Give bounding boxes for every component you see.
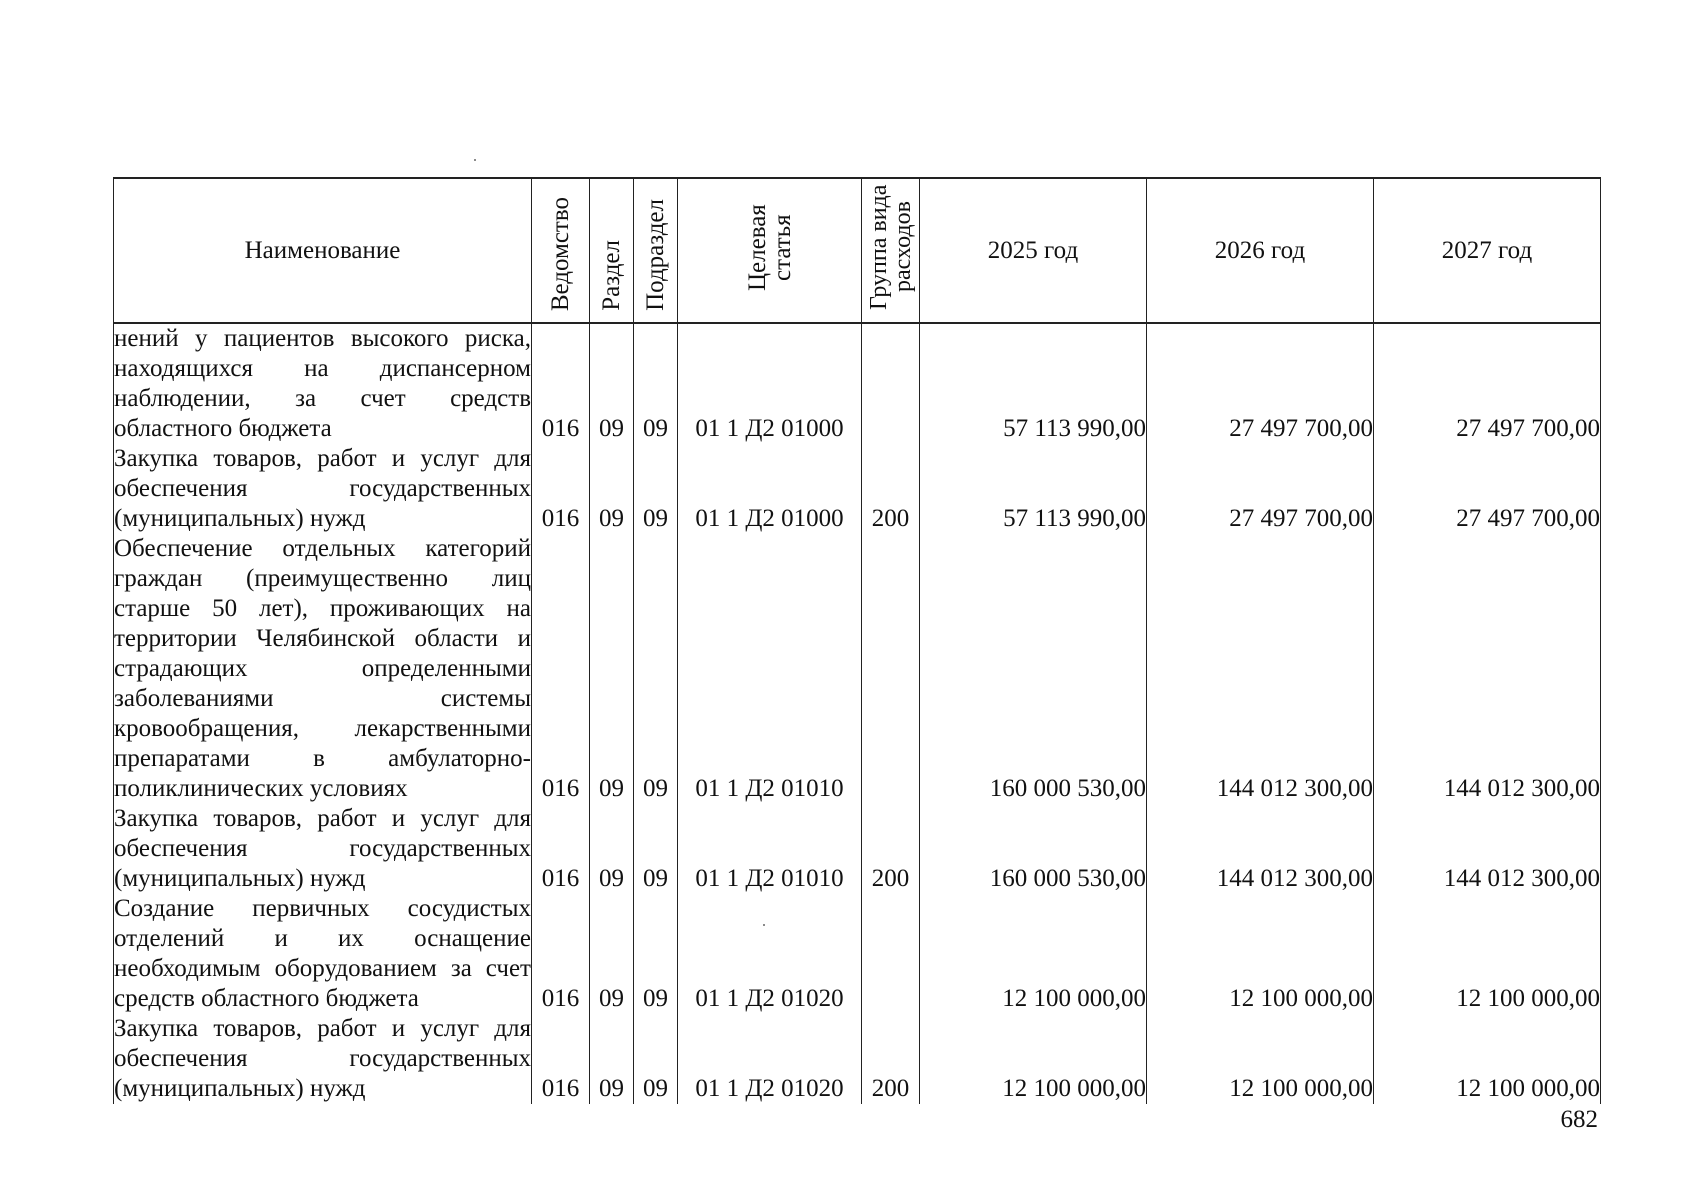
- row-2025: 160 000 530,00: [920, 534, 1147, 804]
- row-dept: 016: [532, 323, 590, 444]
- row-2025: 160 000 530,00: [920, 804, 1147, 894]
- row-subsection: 09: [634, 1014, 678, 1104]
- row-group: 200: [862, 804, 920, 894]
- row-section: 09: [590, 894, 634, 1014]
- row-subsection: 09: [634, 323, 678, 444]
- row-article: 01 1 Д2 01000: [678, 444, 862, 534]
- row-2027: 12 100 000,00: [1374, 1014, 1601, 1104]
- table-row: [114, 534, 1601, 804]
- row-name: Обеспечение отдельных категорий граждан (преимущественно лиц старше 50 лет), проживающих на территории Челябинской области и страдающих определенными заболеваниями системы кровообращения, лекарственными препаратами в амбулаторно-поликлинических условиях: [114, 535, 531, 802]
- table-row: [114, 1014, 1601, 1104]
- table-header-row: [114, 178, 1601, 323]
- row-2027: 12 100 000,00: [1374, 894, 1601, 1014]
- header-2026: 2026 год: [1147, 178, 1374, 323]
- row-name: Создание первичных сосудистых отделений и их оснащение необходимым оборудованием за счет средств областного бюджета: [114, 895, 531, 1012]
- row-section: 09: [590, 534, 634, 804]
- row-section: 09: [590, 1014, 634, 1104]
- row-name: Закупка товаров, работ и услуг для обеспечения государственных (муниципальных) нужд: [114, 1015, 531, 1102]
- row-subsection: 09: [634, 534, 678, 804]
- row-article: 01 1 Д2 01020: [678, 894, 862, 1014]
- row-article: 01 1 Д2 01010: [678, 804, 862, 894]
- row-2025: 12 100 000,00: [920, 1014, 1147, 1104]
- header-expense-group: Группа вида расходов: [862, 178, 920, 323]
- row-group: [862, 323, 920, 444]
- row-2027: 144 012 300,00: [1374, 534, 1601, 804]
- row-2027: 27 497 700,00: [1374, 444, 1601, 534]
- row-2027: 27 497 700,00: [1374, 323, 1601, 444]
- row-section: 09: [590, 804, 634, 894]
- row-2025: 57 113 990,00: [920, 323, 1147, 444]
- table-row: [114, 323, 1601, 444]
- row-dept: 016: [532, 534, 590, 804]
- row-2026: 12 100 000,00: [1147, 1014, 1374, 1104]
- row-group: 200: [862, 444, 920, 534]
- row-name: нений у пациентов высокого риска, находящихся на диспансерном наблюдении, за счет средств областного бюджета: [114, 325, 531, 442]
- row-group: [862, 894, 920, 1014]
- header-2025: 2025 год: [920, 178, 1147, 323]
- row-dept: 016: [532, 804, 590, 894]
- row-name: Закупка товаров, работ и услуг для обеспечения государственных (муниципальных) нужд: [114, 805, 531, 892]
- header-dept: Ведомство: [532, 178, 590, 323]
- row-2026: 12 100 000,00: [1147, 894, 1374, 1014]
- row-article: 01 1 Д2 01020: [678, 1014, 862, 1104]
- row-group: [862, 534, 920, 804]
- row-2025: 12 100 000,00: [920, 894, 1147, 1014]
- row-subsection: 09: [634, 444, 678, 534]
- header-article: Целевая статья: [678, 178, 862, 323]
- table-row: [114, 894, 1601, 1014]
- row-2026: 144 012 300,00: [1147, 804, 1374, 894]
- row-section: 09: [590, 444, 634, 534]
- row-article: 01 1 Д2 01000: [678, 323, 862, 444]
- header-2027: 2027 год: [1374, 178, 1601, 323]
- scan-speck: [474, 159, 476, 161]
- row-section: 09: [590, 323, 634, 444]
- budget-table: [113, 177, 1601, 1104]
- row-subsection: 09: [634, 804, 678, 894]
- header-subsection: Подраздел: [634, 178, 678, 323]
- row-2026: 27 497 700,00: [1147, 323, 1374, 444]
- row-dept: 016: [532, 894, 590, 1014]
- row-2025: 57 113 990,00: [920, 444, 1147, 534]
- row-2026: 27 497 700,00: [1147, 444, 1374, 534]
- row-article: 01 1 Д2 01010: [678, 534, 862, 804]
- row-subsection: 09: [634, 894, 678, 1014]
- page-number: 682: [1560, 1106, 1598, 1133]
- table-row: [114, 804, 1601, 894]
- header-name: Наименование: [114, 178, 532, 323]
- header-section: Раздел: [590, 178, 634, 323]
- row-dept: 016: [532, 1014, 590, 1104]
- row-name: Закупка товаров, работ и услуг для обеспечения государственных (муниципальных) нужд: [114, 445, 531, 532]
- row-dept: 016: [532, 444, 590, 534]
- row-2026: 144 012 300,00: [1147, 534, 1374, 804]
- row-2027: 144 012 300,00: [1374, 804, 1601, 894]
- row-group: 200: [862, 1014, 920, 1104]
- table-row: [114, 444, 1601, 534]
